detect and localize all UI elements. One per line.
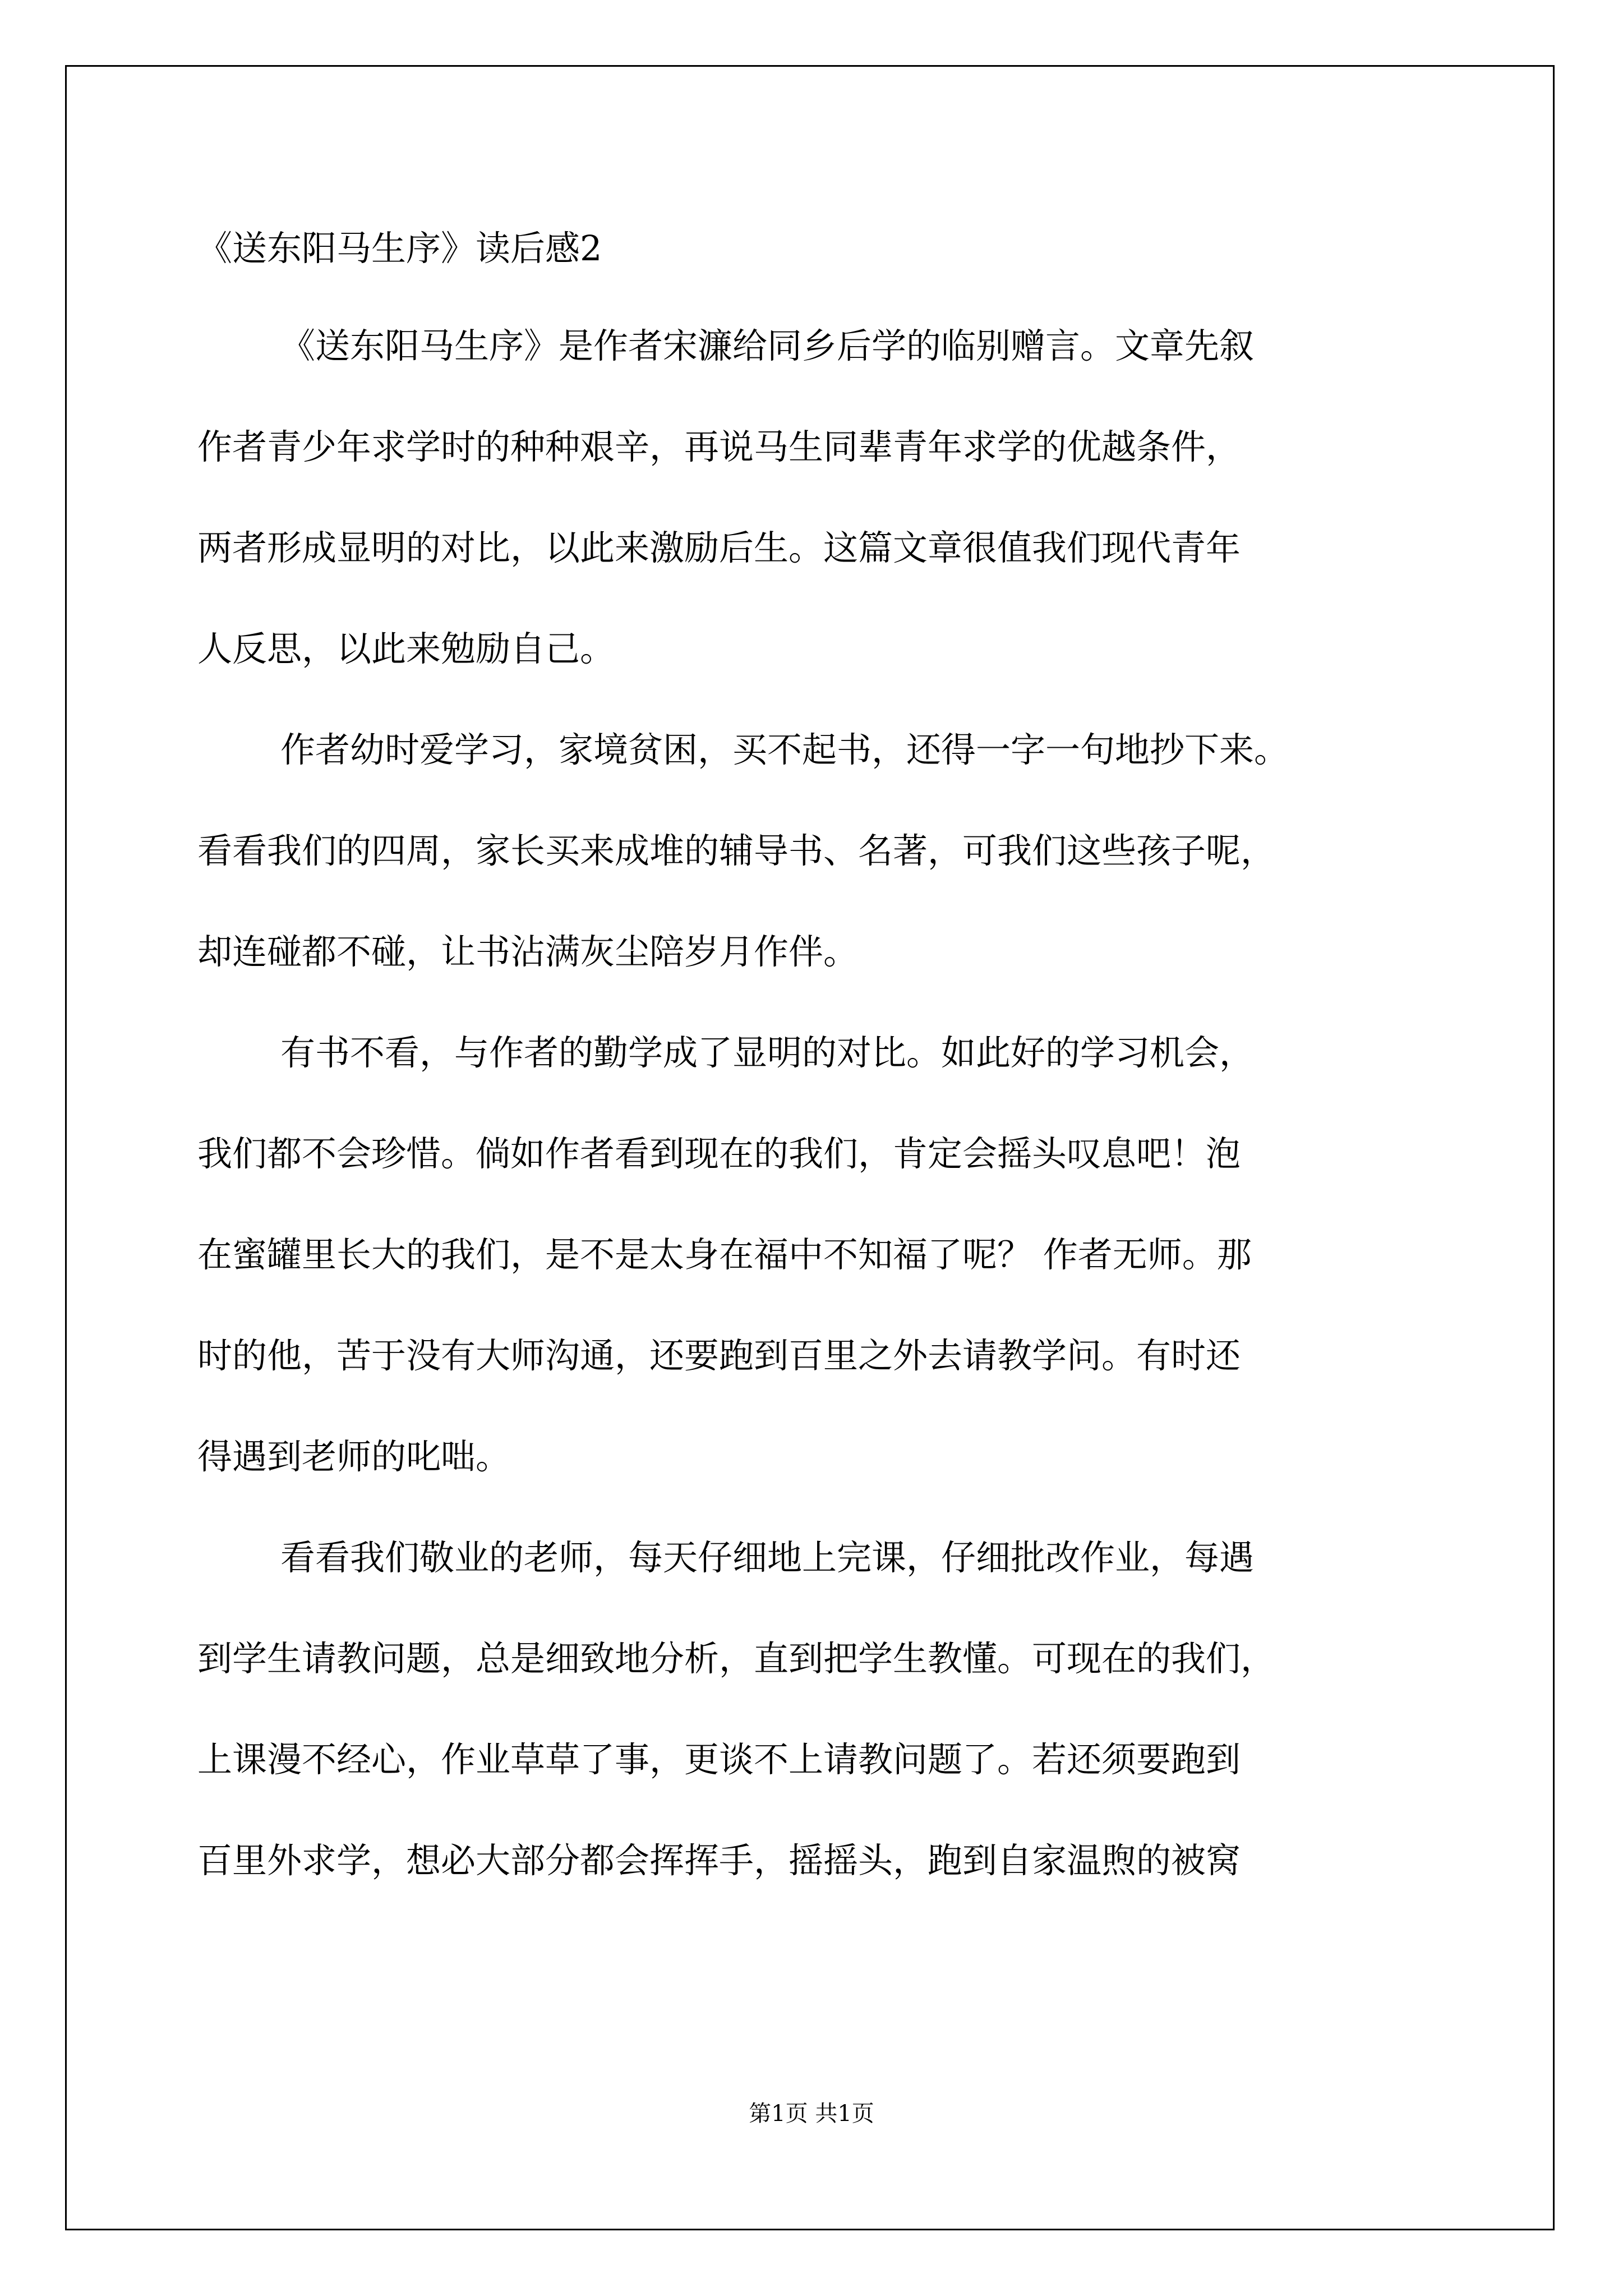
paragraph-4-line-2: 到学生请教问题，总是细致地分析，直到把学生教懂。可现在的我们， bbox=[197, 1638, 1276, 1679]
paragraph-3-line-1: 有书不看，与作者的勤学成了显明的对比。如此好的学习机会， bbox=[280, 1032, 1255, 1073]
paragraph-3-line-4: 时的他，苦于没有大师沟通，还要跑到百里之外去请教学问。有时还 bbox=[197, 1335, 1241, 1376]
paragraph-1-line-3: 两者形成显明的对比，以此来激励后生。这篇文章很值我们现代青年 bbox=[197, 527, 1241, 568]
paragraph-1-line-2: 作者青少年求学时的种种艰辛，再说马生同辈青年求学的优越条件， bbox=[197, 426, 1241, 467]
paragraph-2-line-3: 却连碰都不碰，让书沾满灰尘陪岁月作伴。 bbox=[197, 931, 859, 972]
paragraph-3-line-5: 得遇到老师的叱咄。 bbox=[197, 1436, 511, 1477]
paragraph-4-line-1: 看看我们敬业的老师，每天仔细地上完课，仔细批改作业，每遇 bbox=[280, 1537, 1255, 1578]
paragraph-4-line-3: 上课漫不经心，作业草草了事，更谈不上请教问题了。若还须要跑到 bbox=[197, 1739, 1241, 1780]
paragraph-2-line-1: 作者幼时爱学习，家境贫困，买不起书，还得一字一句地抄下来。 bbox=[280, 729, 1289, 770]
paragraph-1-line-1: 《送东阳马生序》是作者宋濂给同乡后学的临别赠言。文章先叙 bbox=[280, 325, 1255, 366]
paragraph-3-line-2: 我们都不会珍惜。倘如作者看到现在的我们，肯定会摇头叹息吧！泡 bbox=[197, 1133, 1241, 1174]
paragraph-2-line-2: 看看我们的四周，家长买来成堆的辅导书、名著，可我们这些孩子呢， bbox=[197, 830, 1276, 871]
paragraph-1-line-4: 人反思，以此来勉励自己。 bbox=[197, 628, 615, 669]
paragraph-4-line-4: 百里外求学，想必大部分都会挥挥手，摇摇头，跑到自家温煦的被窝 bbox=[197, 1840, 1241, 1881]
page-number-footer: 第1页 共1页 bbox=[749, 2101, 874, 2127]
document-title: 《送东阳马生序》读后感2 bbox=[197, 228, 602, 269]
paragraph-3-line-3: 在蜜罐里长大的我们，是不是太身在福中不知福了呢？ 作者无师。那 bbox=[197, 1234, 1252, 1275]
